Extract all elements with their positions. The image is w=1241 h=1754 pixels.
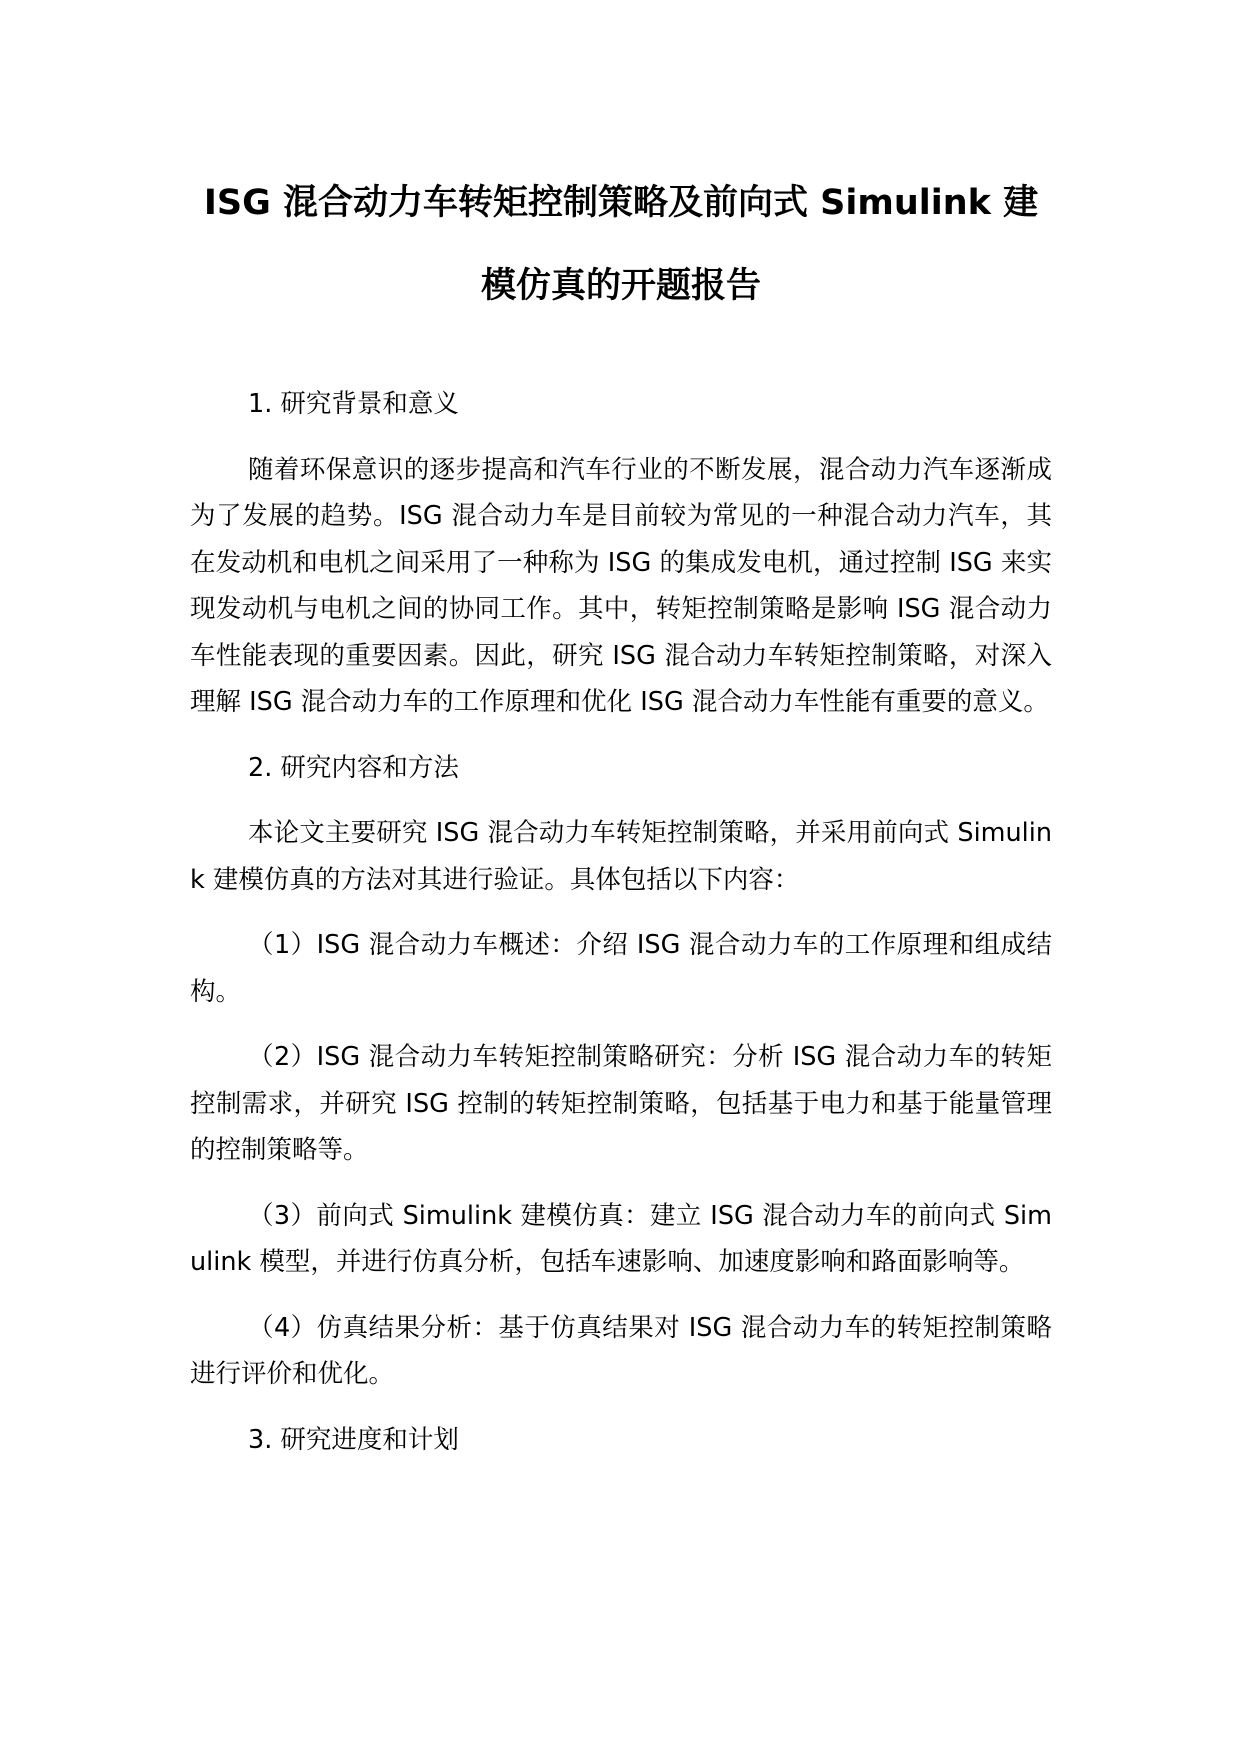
section-1-paragraph-1: 随着环保意识的逐步提高和汽车行业的不断发展，混合动力汽车逐渐成为了发展的趋势。ISG 混合动力车是目前较为常见的一种混合动力汽车，其在发动机和电机之间采用了一种称为 ISG 的集成发电机，通过控制 ISG 来实现发动机与电机之间的协同工作。其中，转矩控制策略是影响 ISG 混合动力车性能表现的重要因素。因此，研究 ISG 混合动力车转矩控制策略，对深入理解 ISG 混合动力车的工作原理和优化 ISG 混合动力车性能有重要的意义。 xyxy=(190,454,1052,717)
section-heading-3: 3. 研究进度和计划 xyxy=(248,1424,459,1455)
section-2-item-2: （2）ISG 混合动力车转矩控制策略研究：分析 ISG 混合动力车的转矩控制需求，并研究 ISG 控制的转矩控制策略，包括基于电力和基于能量管理的控制策略等。 xyxy=(190,1042,1052,1165)
section-heading-1: 1. 研究背景和意义 xyxy=(248,389,459,419)
document-body xyxy=(190,381,1052,1482)
section-2-item-4: （4）仿真结果分析：基于仿真结果对 ISG 混合动力车的转矩控制策略进行评价和优化。 xyxy=(190,1312,1052,1389)
section-2-paragraph-1: 本论文主要研究 ISG 混合动力车转矩控制策略，并采用前向式 Simulink 建模仿真的方法对其进行验证。具体包括以下内容： xyxy=(190,818,1052,895)
section-2-item-1: （1）ISG 混合动力车概述：介绍 ISG 混合动力车的工作原理和组成结构。 xyxy=(190,930,1052,1007)
document-title-line-1: ISG 混合动力车转矩控制策略及前向式 Simulink 建 xyxy=(203,183,1039,223)
section-heading-2: 2. 研究内容和方法 xyxy=(248,752,459,783)
section-2-item-3: （3）前向式 Simulink 建模仿真：建立 ISG 混合动力车的前向式 Simulink 模型，并进行仿真分析，包括车速影响、加速度影响和路面影响等。 xyxy=(190,1200,1052,1277)
document-title-line-2: 模仿真的开题报告 xyxy=(480,266,761,306)
